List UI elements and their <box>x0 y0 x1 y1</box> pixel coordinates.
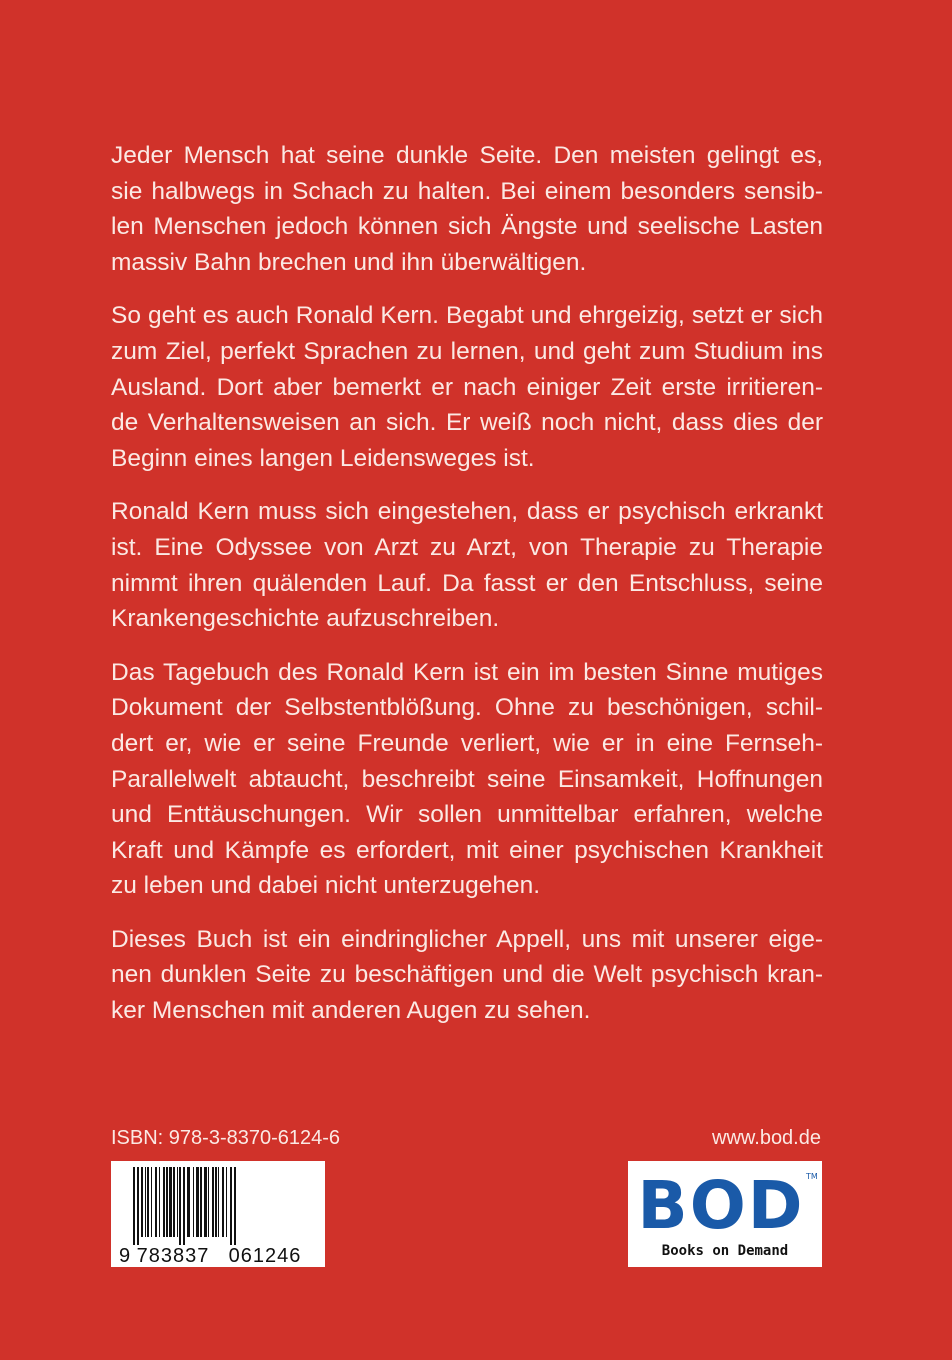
barcode-bar <box>166 1167 168 1237</box>
barcode-bar <box>177 1167 178 1237</box>
blurb-line: ker Menschen mit anderen Augen zu sehen. <box>111 997 591 1025</box>
blurb-line: Ausland. Dort aber bemerkt er nach einiger Zeit erste irritieren- <box>111 373 823 401</box>
barcode-bar <box>159 1167 160 1237</box>
blurb-line: ist. Eine Odyssee von Arzt zu Arzt, von Therapie zu Therapie <box>111 533 823 561</box>
barcode-bar <box>196 1167 199 1237</box>
isbn-label: ISBN: 978-3-8370-6124-6 <box>111 1127 341 1149</box>
blurb-line: dert er, wie er seine Freunde verliert, wie er in eine Fernseh- <box>111 729 823 757</box>
barcode-bar <box>215 1167 217 1237</box>
barcode-bar <box>230 1167 232 1245</box>
blurb-paragraph-1 <box>111 138 823 280</box>
blurb-line: zu leben und dabei nicht unterzugehen. <box>111 872 541 900</box>
barcode-bars <box>133 1167 236 1245</box>
barcode-bar <box>187 1167 190 1237</box>
barcode-bar <box>141 1167 143 1237</box>
barcode-bar <box>212 1167 214 1237</box>
bod-wordmark: BOD <box>637 1167 805 1244</box>
barcode-bar <box>173 1167 175 1237</box>
blurb-line: Dieses Buch ist ein eindringlicher Appell, uns mit unserer eige- <box>111 925 823 953</box>
barcode-bar <box>183 1167 185 1245</box>
barcode-digits-right: 061246 <box>228 1245 302 1267</box>
blurb-line: Parallelwelt abtaucht, beschreibt seine Einsamkeit, Hoffnungen <box>111 765 823 793</box>
blurb-paragraph-2 <box>111 298 823 476</box>
back-cover-blurb <box>111 138 823 1047</box>
blurb-line: de Verhaltensweisen an sich. Er weiß noch nicht, dass dies der <box>111 409 823 437</box>
barcode-bar <box>208 1167 209 1237</box>
barcode <box>111 1161 325 1267</box>
blurb-line: massiv Bahn brechen und ihn überwältigen. <box>111 248 587 276</box>
blurb-line: Ronald Kern muss sich eingestehen, dass er psychisch erkrankt <box>111 498 823 526</box>
barcode-bar <box>226 1167 227 1237</box>
blurb-line: Das Tagebuch des Ronald Kern ist ein im besten Sinne mutiges <box>111 658 823 686</box>
barcode-bar <box>155 1167 157 1237</box>
barcode-bar <box>133 1167 135 1245</box>
blurb-line: Kraft und Kämpfe es erfordert, mit einer psychischen Krankheit <box>111 836 823 864</box>
blurb-line: So geht es auch Ronald Kern. Begabt und ehrgeizig, setzt er sich <box>111 302 823 330</box>
barcode-bar <box>234 1167 236 1245</box>
barcode-bar <box>147 1167 149 1237</box>
blurb-line: Krankengeschichte aufzuschreiben. <box>111 605 500 633</box>
blurb-line: nen dunklen Seite zu beschäftigen und die Welt psychisch kran- <box>111 961 823 989</box>
barcode-bar <box>200 1167 202 1237</box>
barcode-digit-first: 9 <box>119 1245 131 1267</box>
barcode-bar <box>151 1167 152 1237</box>
barcode-digits-left: 783837 <box>136 1245 210 1267</box>
blurb-line: nimmt ihren quälenden Lauf. Da fasst er den Entschluss, seine <box>111 569 823 597</box>
blurb-paragraph-3 <box>111 494 823 636</box>
blurb-line: Beginn eines langen Leidensweges ist. <box>111 444 535 472</box>
barcode-bar <box>193 1167 194 1237</box>
barcode-bar <box>169 1167 172 1237</box>
trademark-mark: TM <box>806 1172 818 1181</box>
blurb-line: Jeder Mensch hat seine dunkle Seite. Den meisten gelingt es, <box>111 142 823 169</box>
blurb-line: len Menschen jedoch können sich Ängste und seelische Lasten <box>111 213 823 241</box>
barcode-bar <box>137 1167 139 1245</box>
blurb-paragraph-5 <box>111 922 823 1029</box>
bod-tagline: Books on Demand <box>661 1243 789 1259</box>
blurb-line: sie halbwegs in Schach zu halten. Bei einem besonders sensib- <box>111 177 823 205</box>
blurb-line: und Enttäuschungen. Wir sollen unmittelbar erfahren, welche <box>111 801 823 829</box>
blurb-line: Dokument der Selbstentblößung. Ohne zu beschönigen, schil- <box>111 694 823 722</box>
bod-logo-icon <box>628 1161 822 1267</box>
barcode-bar <box>222 1167 224 1237</box>
barcode-bar <box>204 1167 207 1237</box>
barcode-bar <box>179 1167 181 1245</box>
publisher-website: www.bod.de <box>712 1127 821 1149</box>
barcode-graphic <box>111 1161 325 1267</box>
publisher-logo <box>628 1161 822 1267</box>
barcode-bar <box>218 1167 219 1237</box>
barcode-bar <box>163 1167 165 1237</box>
blurb-line: zum Ziel, perfekt Sprachen zu lernen, und geht zum Studium ins <box>111 337 823 365</box>
barcode-bar <box>145 1167 146 1237</box>
blurb-paragraph-4 <box>111 655 823 904</box>
